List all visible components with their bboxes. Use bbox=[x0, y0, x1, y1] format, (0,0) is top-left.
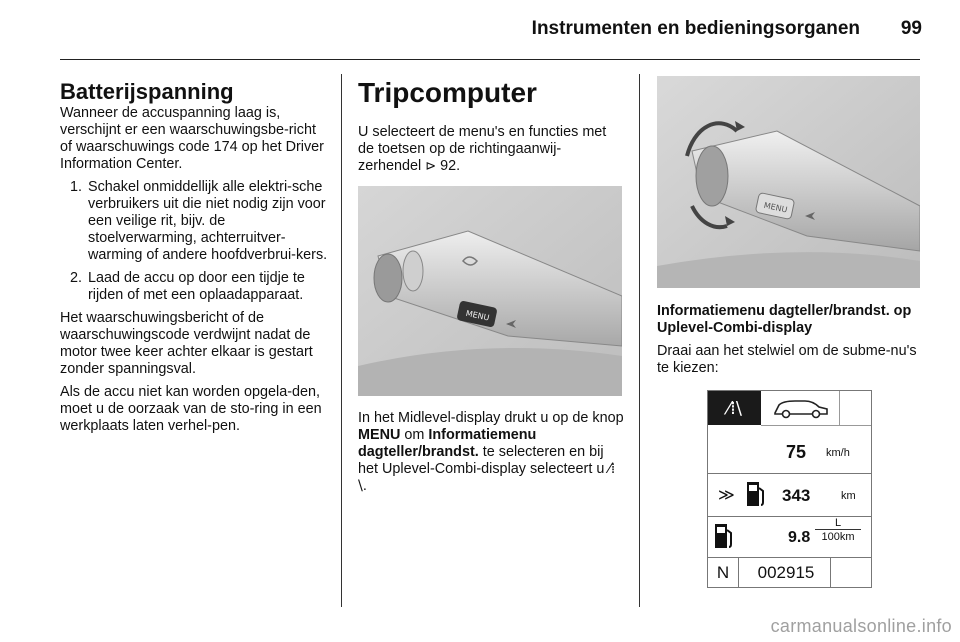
display-caption: Informatiemenu dagteller/brandst. op Uplevel-Combi-display bbox=[657, 303, 912, 336]
left-column bbox=[60, 78, 328, 441]
battery-paragraph-3: Als de accu niet kan worden opgela-den, moet u de oorzaak van de sto-ring in een werkplaats laten verhel-pen. bbox=[60, 384, 322, 434]
consumption-row bbox=[708, 517, 871, 558]
trip-symbol-icon-display: ⁄⁞\ bbox=[727, 398, 742, 419]
range-value: 343 bbox=[782, 486, 811, 505]
battery-step-2: 2. Laad de accu op door een tijdje te rijden of met een oplaadapparaat. bbox=[86, 270, 328, 304]
menu-button-label: MENU bbox=[464, 308, 491, 323]
gear-indicator: N bbox=[708, 558, 739, 587]
stalk-photo-midlevel bbox=[358, 186, 622, 396]
consumption-value: 9.8 bbox=[788, 529, 811, 546]
indicator-stalk-illustration bbox=[358, 186, 622, 396]
header-divider bbox=[60, 59, 920, 60]
page-reference: 92. bbox=[440, 158, 461, 174]
page-reference-icon: ⊳ bbox=[425, 159, 437, 174]
range-row bbox=[708, 474, 871, 517]
trip-symbol-tab bbox=[708, 391, 761, 425]
footer-watermark: carmanualsonline.info bbox=[770, 616, 952, 636]
middle-paragraph-block bbox=[358, 410, 624, 501]
battery-paragraph-2: Het waarschuwingsbericht of de waarschuwingscode verdwijnt nadat de motor twee keer achter elkaar is gestart zonder spanningsval. bbox=[60, 310, 313, 377]
stalk-photo-uplevel bbox=[657, 76, 920, 288]
middle-column bbox=[358, 76, 624, 181]
menu-button-label-uplevel: MENU bbox=[762, 200, 789, 215]
range-arrow-icon: ≫ bbox=[718, 485, 735, 504]
range-unit: km bbox=[841, 490, 856, 502]
thumbwheel-instruction: Draai aan het stelwiel om de subme-nu's te kiezen: bbox=[657, 343, 917, 376]
thumbwheel-illustration bbox=[657, 76, 920, 288]
speed-row bbox=[708, 426, 871, 474]
section-heading-battery: Batterijspanning bbox=[60, 79, 234, 104]
page-header-title: Instrumenten en bedieningsorganen bbox=[531, 18, 860, 39]
speed-unit: km/h bbox=[826, 447, 850, 459]
battery-step-1: 1. Schakel onmiddellijk alle elektri-sche verbruikers uit die niet nodig zijn voor een veilige rit, bijv. de stoelverwarming, achterruitver-warming of andere hoofdverbrui-kers. bbox=[86, 179, 328, 264]
uplevel-combi-display bbox=[707, 390, 872, 588]
page-number: 99 bbox=[900, 18, 922, 39]
trip-symbol-icon: ⁄⁞\ bbox=[358, 461, 616, 494]
speed-value: 75 bbox=[786, 442, 807, 462]
consumption-unit-bottom: 100km bbox=[821, 531, 855, 543]
consumption-unit-top: L bbox=[815, 517, 861, 530]
right-text-block bbox=[657, 303, 927, 383]
battery-intro: Wanneer de accuspanning laag is, verschijnt er een waarschuwingsbe-richt of waarschuwings code 174 op het Driver Information Center. bbox=[60, 105, 324, 172]
fuel-pump-icon-consumption bbox=[714, 522, 734, 550]
info-menu-label: Informatiemenu dagteller/brandst. bbox=[358, 427, 537, 460]
column-divider-left bbox=[341, 74, 342, 607]
car-tab bbox=[761, 391, 840, 426]
battery-steps bbox=[60, 179, 328, 304]
car-icon bbox=[761, 391, 839, 425]
column-divider-right bbox=[639, 74, 640, 607]
tripcomputer-instructions: In het Midlevel-display drukt u op de knop MENU om Informatiemenu dagteller/brandst. te selecteren en bij het Uplevel-Combi-display selecteert u ⁄⁞\. bbox=[358, 410, 624, 494]
tripcomputer-intro: U selecteert de menu's en functies met de toetsen op de richtingaanwij-zerhendel ⊳ 92. bbox=[358, 124, 607, 174]
odometer-value: 002915 bbox=[742, 558, 831, 587]
fuel-pump-icon bbox=[746, 480, 766, 508]
menu-label: MENU bbox=[358, 427, 401, 443]
section-heading-tripcomputer: Tripcomputer bbox=[358, 77, 537, 108]
odometer-row bbox=[708, 558, 871, 587]
